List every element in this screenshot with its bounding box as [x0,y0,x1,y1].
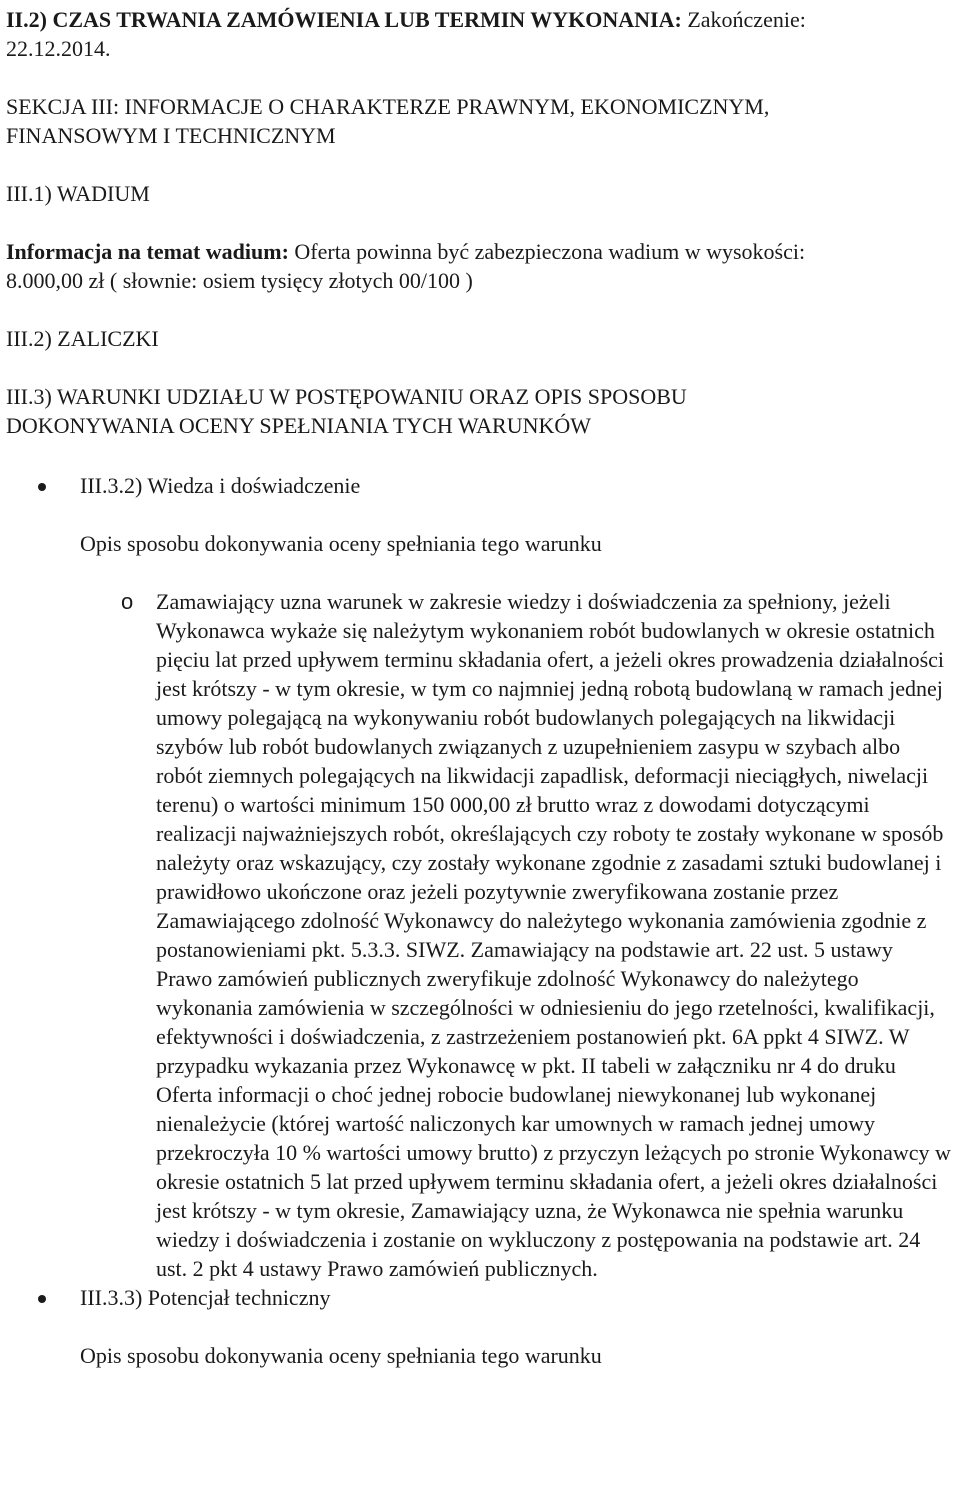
bullet-dot-icon [38,483,46,491]
section-ii2-value: Zakończenie: [687,7,806,32]
item-iii-3-2-description-text: Zamawiający uzna warunek w zakresie wiedzy i doświadczenia za spełniony, jeżeli Wykonawca wykaże się należytym wykonaniem robót budowlanych w okresie ostatnich pięciu lat przed upływem terminu składania ofert, a jeżeli okres prowadzenia działalności jest krótszy - w tym okresie, w tym co najmniej jedną robotą budowlaną w ramach jednej umowy polegającą na wykonywaniu robót budowlanych polegających na likwidacji szybów lub robót budowlanych związanych z uzupełnieniem zasypu w szybach albo robót ziemnych polegających na likwidacji zapadlisk, deformacji nieciągłych, niwelacji terenu) o wartości minimum 150 000,00 zł brutto wraz z dowodami dotyczącymi realizacji najważniejszych robót, określających czy roboty te zostały wykonane w sposób należyty oraz wskazujący, czy zostały wykonane zgodnie z zasadami sztuki budowlanej i prawidłowo ukończone oraz jeżeli pozytywnie zweryfikowana zostanie przez Zamawiającego zdolność Wykonawcy do należytego wykonania zamówienia zgodnie z postanowieniami pkt. 5.3.3. SIWZ. Zamawiający na podstawie art. 22 ust. 5 ustawy Prawo zamówień publicznych zweryfikuje zdolność Wykonawcy do należytego wykonania zamówienia w szczególności w odniesieniu do jego rzetelności, kwalifikacji, efektywności i doświadczenia, z zastrzeżeniem postanowień pkt. 6A ppkt 4 SIWZ. W przypadku wykazania przez Wykonawcę w pkt. II tabeli w załączniku nr 4 do druku Oferta informacji o choć jednej robocie budowlanej niewykonanej lub wykonanej nienależycie (której wartość naliczonych kar umownych w ramach jednej umowy przekroczyła 10 % wartości umowy brutto) z przyczyn leżących po stronie Wykonawcy w okresie ostatnich 5 lat przed upływem terminu składania ofert, a jeżeli okres działalności jest krótszy - w tym okresie, Zamawiający uzna, że Wykonawca nie spełnia warunku wiedzy i doświadczenia i zostanie on wykluczony z postępowania na podstawie art. 24 ust. 2 pkt 4 ustawy Prawo zamówień publicznych. [156,589,951,1281]
bullet-dot-icon [38,1295,46,1303]
section-ii2-date: 22.12.2014. [6,36,111,61]
section-iii-title [6,92,956,150]
section-iii3-title-line2: DOKONYWANIA OCENY SPEŁNIANIA TYCH WARUNKÓW [6,413,592,438]
section-iii1-title: III.1) WADIUM [6,181,150,206]
section-ii2-label: II.2) CZAS TRWANIA ZAMÓWIENIA LUB TERMIN WYKONANIA: [6,7,682,32]
list-item-iii-3-2 [6,471,956,500]
section-iii-title-line1: SEKCJA III: INFORMACJE O CHARAKTERZE PRAWNYM, EKONOMICZNYM, [6,94,770,119]
item-iii-3-3-subtitle: Opis sposobu dokonywania oceny spełniania tego warunku [80,1343,602,1368]
wadium-info-text-1: Oferta powinna być zabezpieczona wadium w wysokości: [294,239,806,264]
circle-bullet-icon: o [121,589,134,614]
section-iii2-title: III.2) ZALICZKI [6,326,159,351]
section-iii-title-line2: FINANSOWYM I TECHNICZNYM [6,123,336,148]
item-iii-3-3-title: III.3.3) Potencjał techniczny [80,1285,331,1310]
list-item-iii-3-3 [6,1283,956,1312]
section-ii2-paragraph [6,5,956,63]
section-iii3-title [6,382,956,440]
wadium-info [6,237,956,295]
item-iii-3-2-subtitle: Opis sposobu dokonywania oceny spełniania tego warunku [80,531,602,556]
item-iii-3-2-title: III.3.2) Wiedza i doświadczenie [80,473,361,498]
wadium-info-text-2: 8.000,00 zł ( słownie: osiem tysięcy złotych 00/100 ) [6,268,473,293]
section-iii3-title-line1: III.3) WARUNKI UDZIAŁU W POSTĘPOWANIU ORAZ OPIS SPOSOBU [6,384,687,409]
list-item-iii-3-2-description [6,587,956,1283]
wadium-info-label: Informacja na temat wadium: [6,239,289,264]
